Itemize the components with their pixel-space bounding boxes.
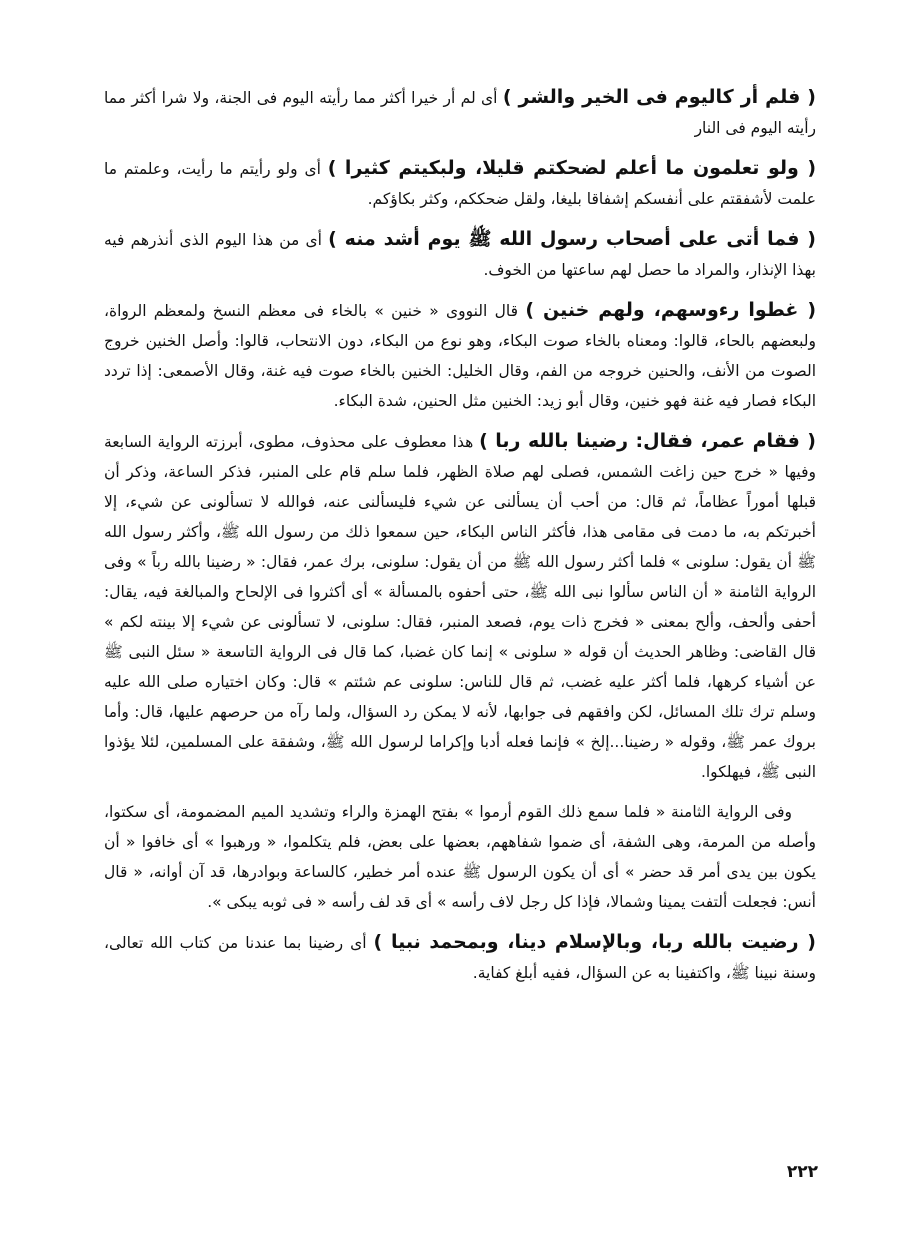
paragraph-4: [104, 295, 816, 416]
paragraph-2: [104, 153, 816, 214]
hadith-lemma: ( ولو تعلمون ما أعلم لضحكتم قليلا، ولبكيتم كثيرا ): [327, 157, 816, 179]
commentary-text: أى رضينا بما عندنا من كتاب الله تعالى، وسنة نبينا ﷺ، واكتفينا به عن السؤال، ففيه أبلغ كفاية.: [104, 934, 816, 982]
hadith-lemma: ( رضيت بالله ربا، وبالإسلام دينا، وبمحمد نبيا ): [373, 931, 816, 953]
commentary-text: أى لم أر خيرا أكثر مما رأيته اليوم فى الجنة، ولا شرا أكثر مما رأيته اليوم فى النار: [104, 89, 816, 137]
paragraph-7: [104, 927, 816, 988]
commentary-text: أى ولو رأيتم ما رأيت، وعلمتم ما علمت لأشفقتم على أنفسكم إشفاقا بليغا، ولقل ضحككم، وكثر بكاؤكم.: [104, 160, 816, 208]
commentary-text: أى من هذا اليوم الذى أنذرهم فيه بهذا الإنذار، والمراد ما حصل لهم ساعتها من الخوف.: [104, 231, 816, 279]
commentary-text: هذا معطوف على محذوف، مطوى، أبرزته الرواية السابعة وفيها « خرج حين زاغت الشمس، فصلى لهم صلاة الظهر، فلما سلم قام على المنبر، فذكر الساعة، وذكر أن قبلها أموراً عظاماً، ثم قال: من أحب أن يسألنى عن شيء فليسألنى عنه، فوالله لا تسألونى عن شيء، إلا أخبرتكم به، ما دمت فى مقامى هذا، فأكثر الناس البكاء، حين سمعوا ذلك من رسول الله ﷺ، وأكثر رسول الله ﷺ أن يقول: سلونى » فلما أكثر رسول الله ﷺ من أن يقول: سلونى، برك عمر، فقال: « رضينا بالله رباً » وفى الرواية الثامنة « أن الناس سألوا نبى الله ﷺ، حتى أحفوه بالمسألة » أى أكثروا فى الإلحاح والمبالغة فيه، يقال: أحفى وألحف، وألح بمعنى « فخرج ذات يوم، فصعد المنبر، فقال: سلونى، لا تسألونى عن شيء إلا بينته لكم » قال القاضى: وظاهر الحديث أن قوله « سلونى » إنما كان غضبا، كما قال فى الرواية التاسعة « سئل النبى ﷺ عن أشياء كرهها، فلما أكثر عليه غضب، ثم قال للناس: سلونى عم شئتم » قال: وكان اختياره صلى الله عليه وسلم ترك تلك المسائل، لكن وافقهم فى جوابها، لأنه لا يمكن رد السؤال، ولما رآه من حرصهم عليها، قال: وأما بروك عمر ﷺ، وقوله « رضينا...إلخ » فإنما فعله أدبا وإكراما لرسول الله ﷺ، وشفقة على المسلمين، لئلا يؤذوا النبى ﷺ، فيهلكوا.: [104, 433, 816, 781]
hadith-lemma: ( فلم أر كاليوم فى الخير والشر ): [502, 86, 816, 108]
paragraph-6: [104, 797, 816, 917]
paragraph-5: [104, 426, 816, 787]
paragraph-1: [104, 82, 816, 143]
document-body: [104, 82, 816, 998]
hadith-lemma: ( فما أتى على أصحاب رسول الله ﷺ يوم أشد منه ): [328, 228, 816, 250]
paragraph-3: [104, 224, 816, 285]
page-number: ٢٢٢: [786, 1162, 818, 1182]
commentary-text: قال النووى « خنين » بالخاء فى معظم النسخ ولمعظم الرواة، ولبعضهم بالحاء، قالوا: ومعناه بالخاء صوت البكاء، وهو نوع من البكاء، دون الانتحاب، قالوا: وأصل الخنين خروج الصوت من الأنف، والحنين خروجه من الفم، وقال الخليل: الخنين بالخاء صوت فيه غنة، وقال الأصمعى: إذا تردد البكاء فصار فيه غنة فهو خنين، وقال أبو زيد: الخنين مثل الحنين، شدة البكاء.: [104, 302, 816, 410]
hadith-lemma: ( فقام عمر، فقال: رضينا بالله ربا ): [479, 430, 816, 452]
hadith-lemma: ( غطوا رءوسهم، ولهم خنين ): [525, 299, 817, 321]
commentary-text: وفى الرواية الثامنة « فلما سمع ذلك القوم أرموا » بفتح الهمزة والراء وتشديد الميم المضمومة، أى سكتوا، وأصله من المرمة، وهى الشفة، أى ضموا شفاههم، بعضها على بعض، فلم يتكلموا، « ورهبوا » أى خافوا « أن يكون بين يدى أمر قد حضر » أى أن يكون الرسول ﷺ عنده أمر خطير، كالساعة وبوادرها، قد آن أوانه، « قال أنس: فجعلت ألتفت يمينا وشمالا، فإذا كل رجل لاف رأسه » أى قد لف رأسه « فى ثوبه يبكى ».: [104, 803, 816, 911]
